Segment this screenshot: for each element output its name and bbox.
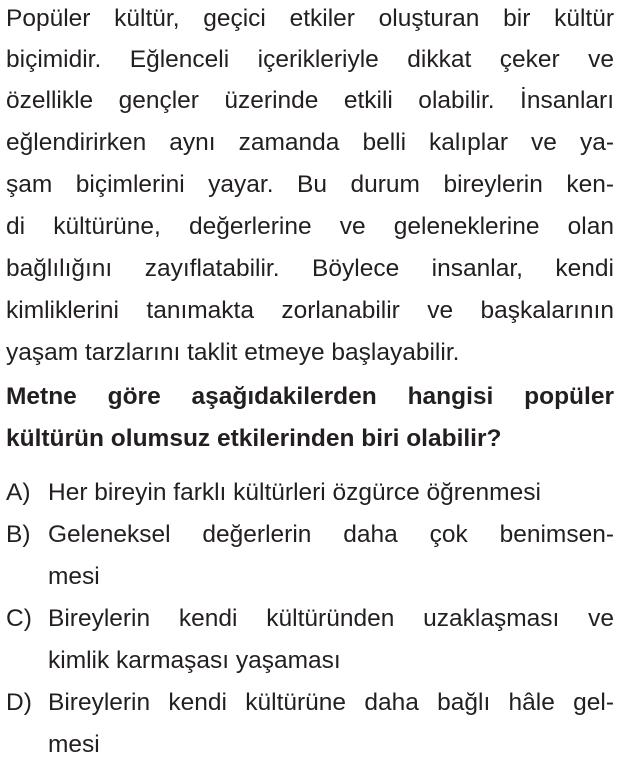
passage-line: Popüler kültür, geçici etkiler oluşturan bir kültür [6,5,614,32]
option-letter: D) [6,689,32,716]
passage-line: di kültürüne, değerlerine ve geleneklerine olan [6,213,614,240]
option-text: Bireylerin kendi kültürüne daha bağlı hâle gel- [48,689,614,716]
passage-line: bağlılığını zayıflatabilir. Böylece insanlar, kendi [6,255,614,282]
option-letter: B) [6,521,31,548]
passage-line: özellikle gençler üzerinde etkili olabilir. İnsanları [6,87,614,114]
passage-line: şam biçimlerini yayar. Bu durum bireylerin ken- [6,171,614,198]
option-text: Her bireyin farklı kültürleri özgürce öğrenmesi [48,479,541,506]
option-text-continued: mesi [48,563,100,590]
passage-line: kimliklerini tanımakta zorlanabilir ve başkalarının [6,297,614,324]
option-d[interactable] [6,688,614,718]
passage-line: yaşam tarzlarını taklit etmeye başlayabilir. [6,339,460,366]
question-line: kültürün olumsuz etkilerinden biri olabilir? [6,425,502,452]
option-b[interactable] [6,520,614,550]
option-text-continued: kimlik karmaşası yaşaması [48,647,341,674]
option-a[interactable] [6,478,614,508]
option-letter: C) [6,605,32,632]
option-text: Bireylerin kendi kültüründen uzaklaşması ve [48,605,614,632]
option-text: Geleneksel değerlerin daha çok benimsen- [48,521,614,548]
passage-line: biçimidir. Eğlenceli içerikleriyle dikkat çeker ve [6,46,614,73]
option-c[interactable] [6,604,614,634]
question-line: Metne göre aşağıdakilerden hangisi popüler [6,383,614,410]
option-letter: A) [6,479,31,506]
passage-line: eğlendirirken aynı zamanda belli kalıplar ve ya- [6,129,614,156]
option-text-continued: mesi [48,731,100,758]
